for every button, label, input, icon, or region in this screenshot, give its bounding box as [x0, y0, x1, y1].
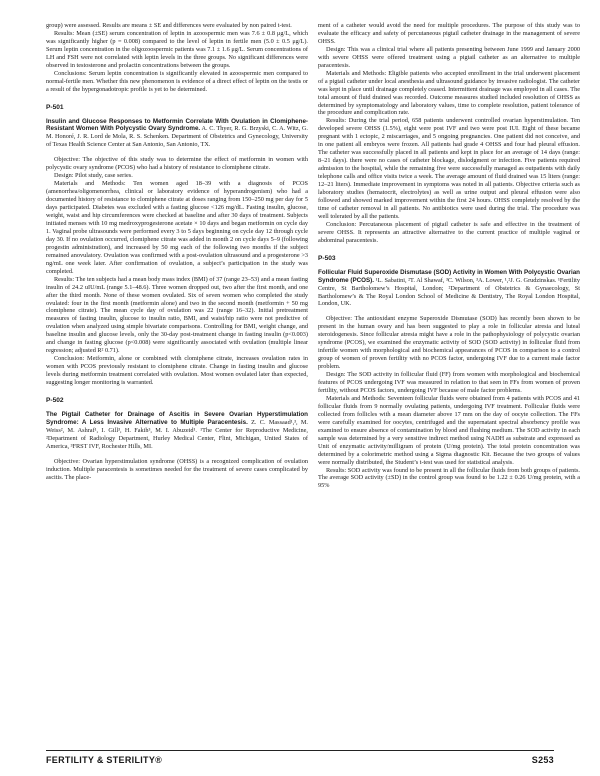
abstract-paragraph: Conclusion: Metformin, alone or combined with clomiphene citrate, increases ovulation rates in women with PCOS previously resistant to clomiphene citrate. Change in fasting insulin and glucose levels during metformin treatment correlated with ovulation. Most women ovulated later than expected, suggesting longer monitoring is warranted. [46, 355, 308, 387]
abstract-id-p501: P-501 [46, 103, 64, 111]
continued-paragraph: Conclusion: Percutaneous placement of pigtail catheter is safe and effective in the treatment of severe OHSS. It represents an attractive alternative to the current practice of multiple vaginal or abdominal paracentesis. [318, 220, 580, 244]
abstract-title: Insulin and Glucose Responses to Metformin Correlate With Ovulation in Clomiphene-Resistant Women With Polycystic Ovary Syndrome. [46, 117, 308, 133]
abstract-id-p503: P-503 [318, 254, 336, 262]
abstract-title: The Pigtail Catheter for Drainage of Ascitis in Severe Ovarian Hyperstimulation Syndrome: A Less Invasive Alternative to Multiple Paracentesis. [46, 410, 308, 426]
abstract-paragraph: Objective: The objective of this study was to determine the effect of metformin in women with polycystic ovary syndrome (PCOS) who had a history of resistance to clomiphene citrate. [46, 156, 308, 172]
abstract-header-p502 [46, 411, 308, 451]
abstract-id-p502: P-502 [46, 396, 64, 404]
continued-paragraph: Results: During the trial period, 658 patients underwent controlled ovarian hyperstimulation. Ten developed severe OHSS (1.5%), eight were post IVF and two were post IUI. Eight of these became pregnant with 1 ectopic, 2 miscarriages, and 5 ongoing pregnancies. One patient did not conceive, and in one patient all embryos were frozen. All patients had grade 4 OHSS and four had pleural effusion. The catheter was successfully placed in all patients and kept in place for an average of 14 days (range: 8–21 days). there were no cases of catheter blockage, dislodgment or infection. Five patients required admission to the hospital, while the remaining five were successfully managed as outpatients with daily telephone calls and office visits twice a week. The average amount of fluid drained was 15 liters (range: 12–21 liters). Immediate improvement in symptoms was noted in all patients. Objective criteria such as laboratory studies (hematocrit, electrolytes) as well as urine output and pleural effusion were also followed and showed marked improvement within the first 24 hours. OHSS completely resolved by the time of catheter removal in all patients. No antibiotics were used during the trial. The procedure was well tolerated by all the patients. [318, 117, 580, 220]
abstract-authors: ¹L. Sabatini, ²T. Al Shawaf, ³C. Wilson, ³A. Lower, ¹,²J. G. Grudzinskas. ¹Fertility Centre, St Bartholomew’s Hospital, London; ²Department of Obstetrics & Gynaecology, St Bartholomew’s & The Royal London School of Medicine & Dentistry, The Royal London Hospital, London, UK. [318, 276, 580, 308]
abstract-header-p501 [46, 118, 308, 150]
page-number: S253 [531, 755, 554, 765]
abstract-header-p503 [318, 269, 580, 309]
journal-name: FERTILITY & STERILITY® [46, 755, 163, 765]
abstract-paragraph: Objective: Ovarian hyperstimulation syndrome (OHSS) is a recognized complication of ovulation induction. Multiple paracentesis is sometimes needed for the treatment of severe cases complicated by ascitis. The place- [46, 457, 308, 481]
continued-paragraph: Materials and Methods: Eligible patients who accepted enrollment in the trial underwent placement of a pigtail catheter under local anesthesia and ultrasound guidance by invasive radiologist. The catheter was kept in place until drainage completely ceased. Intermittent drainage was employed in all cases. The total amount of fluid drained was recorded. Outcome measures studied included resolution of OHSS as determined by symptomatology and laboratory values, time to complete resolution, patient tolerance of the procedure and complication rate. [318, 69, 580, 117]
intro-paragraph: group) were assessed. Results are means ± SE and differences were evaluated by non paired t-test. [46, 22, 292, 29]
abstract-authors: Z. C. Massaad¹,³, M. Weiss², M. Ashraf¹, I. Gill³, H. Fakih³, M. I. Abuzeid¹. ¹The Center for Reproductive Medicine, ²Department of Radiology Department, Hurley Medical Center, Flint, Michigan, United States of America, ³FRST IVF, Rochester Hills, MI. [46, 418, 308, 450]
abstract-paragraph: Results: The ten subjects had a mean body mass index (BMI) of 37 (range 23–53) and a mean fasting insulin of 24.2 uIU/mL (range 5.1–48.6). Three women dropped out, two after the first month, and one after the third month. None of these women ovulated. Six of seven women who completed the study ovulated: four in the first month (metformin alone) and two in the second month (metformin + 50 mg clomiphene citrate). The mean cycle day of ovulation was 22 (range 16–32). Initial pretreatment measures of fasting insulin, glucose to insulin ratio, BMI, and waist/hip ratio were not predictive of ovulation when analyzed using simple bivariate comparisons. Controlling for BMI, weight change, and baseline insulin and glucose levels, only the 30-day post-treatment change in fasting insulin (p<0.003) and change in fasting glucose (p<0.008) were significantly associated with ovulation (multiple linear regression; adjusted R² 0.71). [46, 275, 308, 355]
continued-paragraph: Design: This was a clinical trial where all patients presenting between June 1999 and January 2000 with severe OHSS were offered treatment using a pigtail catheter as an alternative to multiple paracentesis. [318, 45, 580, 69]
right-column [318, 22, 580, 490]
abstract-paragraph: Materials and Methods: Ten women aged 18–39 with a diagnosis of PCOS (amenorrhea/oligomenorrhea, clinical or laboratory evidence of hyperandrogenism) who had a documented history of resistance to clomiphene citrate at doses ranging from 150–250 mg per day for 5 days participated. Diabetes was excluded with a fasting glucose <126 mg/dL. Fasting insulin, glucose, weight, waist and hip circumferences were checked at baseline and after 30 days of treatment. Subjects initiated menses with 10 mg medroxyprogesterone acetate × 10 days and began metformin on cycle day 1. Vaginal probe ultrasounds were performed every 3 to 5 days beginning on cycle day 12 through cycle day 30. If no ovulation occurred, clomiphene citrate was added in month 2 on cycle days 5–9 (following progestin administration), and increased by 50 mg each of the following two months if the subject remained anovulatory. Ovulation was confirmed with a post-ovulation ultrasound and a progesterone >3 ng/mL one week later. After confirmation of ovulation, a subject’s participation in the study was completed. [46, 180, 308, 275]
page-footer [46, 750, 554, 765]
abstract-paragraph: Design: Pilot study, case series. [54, 172, 133, 180]
abstract-title: Follicular Fluid Superoxide Dismutase (SOD) Activity in Women With Polycystic Ovarian Syndrome (PCOS). [318, 268, 580, 284]
abstract-paragraph: Materials and Methods: Seventeen follicular fluids were obtained from 4 patients with PCOS and 41 follicular fluids from 9 normally ovulating patients, undergoing IVF treatment. Follicular fluids were collected from follicles with a mean diameter above 17 mm on the day of oocyte collection. The FFs were carefully examined for oocytes, centrifuged and the supernatant spectral absorbency profile was examined to ensure absence of contamination by blood and flushing medium. The SOD activity in each sample was determined by a very sensitive indirect method using NADH as substrate and expressed as Unit of enzymatic activity/milligram of protein (U/mg protein). The total protein concentration was determined by a colorimetric method using a Sigma diagnostic Kit. Because the two groups of values were normally distributed, the Student’s t-test was used for statistical analysis. [318, 394, 580, 466]
abstract-paragraph: Results: SOD activity was found to be present in all the follicular fluids from both groups of patients. The average SOD activity (±SD) in the control group was found to be 1.22 ± 0.26 U/mg protein, with a 95% [318, 466, 580, 490]
left-column [46, 22, 308, 482]
abstract-paragraph: Design: The SOD activity in follicular fluid (FF) from women with morphological and biochemical features of PCOS undergoing IVF was measured in relation to that seen in FFs from women of proven fertility, without PCOS factors, undergoing IVF because of male factor problems. [318, 371, 580, 394]
abstract-paragraph: Objective: The antioxidant enzyme Superoxide Dismutase (SOD) has recently been shown to be present in the human ovary and has been suggested to play a role in follicular atresia and luteal steroidogenesis. Since follicular atresia might have a role in the pathophysiology of polycystic ovarian syndrome (PCOS), we examined the enzymatic activity of SOD (SOD activity) in follicular fluid from infertile women with morphological and biochemical appearances of PCOS in comparison to a control group of women of proven fertility with no PCOS factor, undergoing IVF due to a current male factor problem. [318, 315, 580, 371]
continued-paragraph: ment of a catheter would avoid the need for multiple procedures. The purpose of this study was to evaluate the efficacy and safety of percutaneous pigtail catheter drainage in the management of severe OHSS. [318, 22, 580, 45]
intro-paragraph: Conclusions: Serum leptin concentration is significantly elevated in azoospermic men compared to normal-fertile men. Whether this new phenomenon is evidence of a direct effect of leptin on the testis or a result of the hypergonadotropic profile is yet to be determined. [46, 69, 308, 93]
abstract-authors: A. C. Thyer, R. G. Brzyski, C. A. Witz, G. M. Honoré, J. R. Lord de Mola, R. S. Schenken. Department of Obstetrics and Gynecology, University of Texas Health Science Center at San Antonio, San Antonio, TX. [46, 125, 308, 149]
intro-paragraph: Results: Mean (±SE) serum concentration of leptin in azoospermic men was 7.6 ± 0.8 μg/L, which was significantly higher (p = 0.008) compared to the level of leptin in fertile men (5.0 ± 0.5 μg/L). Serum leptin concentration in the oligozoospermic patients was 7.1 ± 1.6 μg/L. Serum concentrations of LH and FSH were not correlated with leptin levels in the three groups. No significant differences were observed in testosterone and prolactin concentrations between the groups. [46, 29, 308, 69]
